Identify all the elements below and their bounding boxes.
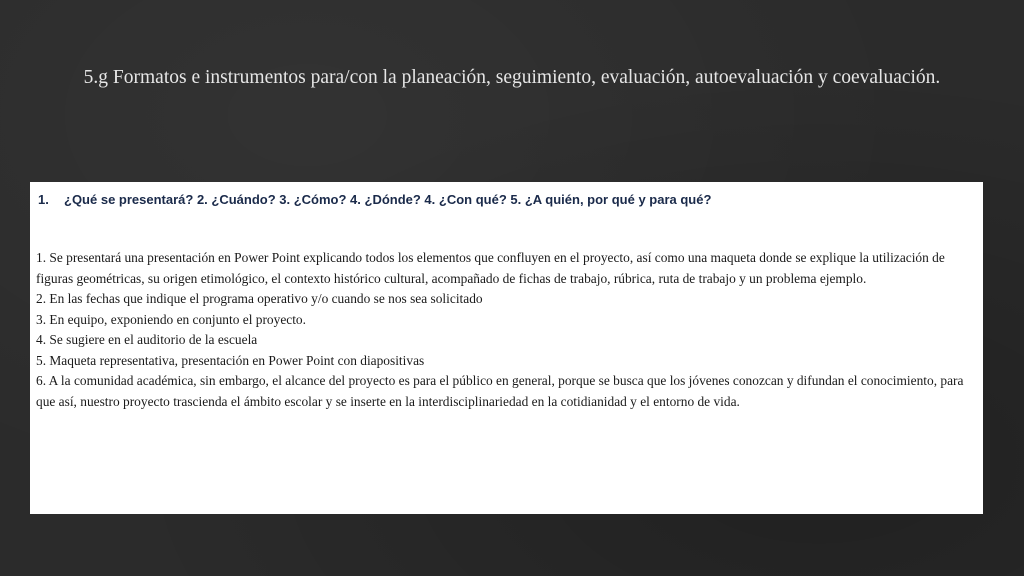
questions-line [38,192,973,207]
answer-2: 2. En las fechas que indique el programa operativo y/o cuando se nos sea solicitado [36,291,483,306]
answer-3: 3. En equipo, exponiendo en conjunto el proyecto. [36,311,306,327]
answer-4: 4. Se sugiere en el auditorio de la escuela [36,332,258,347]
answer-1: 1. Se presentará una presentación en Power Point explicando todos los elementos que confluyen en el proyecto, así como una maqueta donde se explique la utilización de figuras geométricas, su origen etimológico, el contexto histórico cultural, acompañado de fichas de trabajo, rúbrica, ruta de trabajo y un problema ejemplo. [36,250,945,286]
answers-list [36,248,976,412]
slide-title: 5.g Formatos e instrumentos para/con la planeación, seguimiento, evaluación, autoevaluación y coevaluación. [83,67,941,88]
answer-6: 6. A la comunidad académica, sin embargo, el alcance del proyecto es para el público en general, porque se busca que los jóvenes conozcan y difundan el conocimiento, para que así, nuestro proyecto trascienda el ámbito escolar y se inserte en la interdisciplinariedad en la cotidianidad y el entorno de vida. [36,373,964,409]
content-box [30,182,983,514]
questions-number: 1. [38,192,49,207]
questions-text: ¿Qué se presentará? 2. ¿Cuándo? 3. ¿Cómo? 4. ¿Dónde? 4. ¿Con qué? 5. ¿A quién, por qué y para qué? [64,192,712,207]
answer-5: 5. Maqueta representativa, presentación en Power Point con diapositivas [36,352,425,368]
